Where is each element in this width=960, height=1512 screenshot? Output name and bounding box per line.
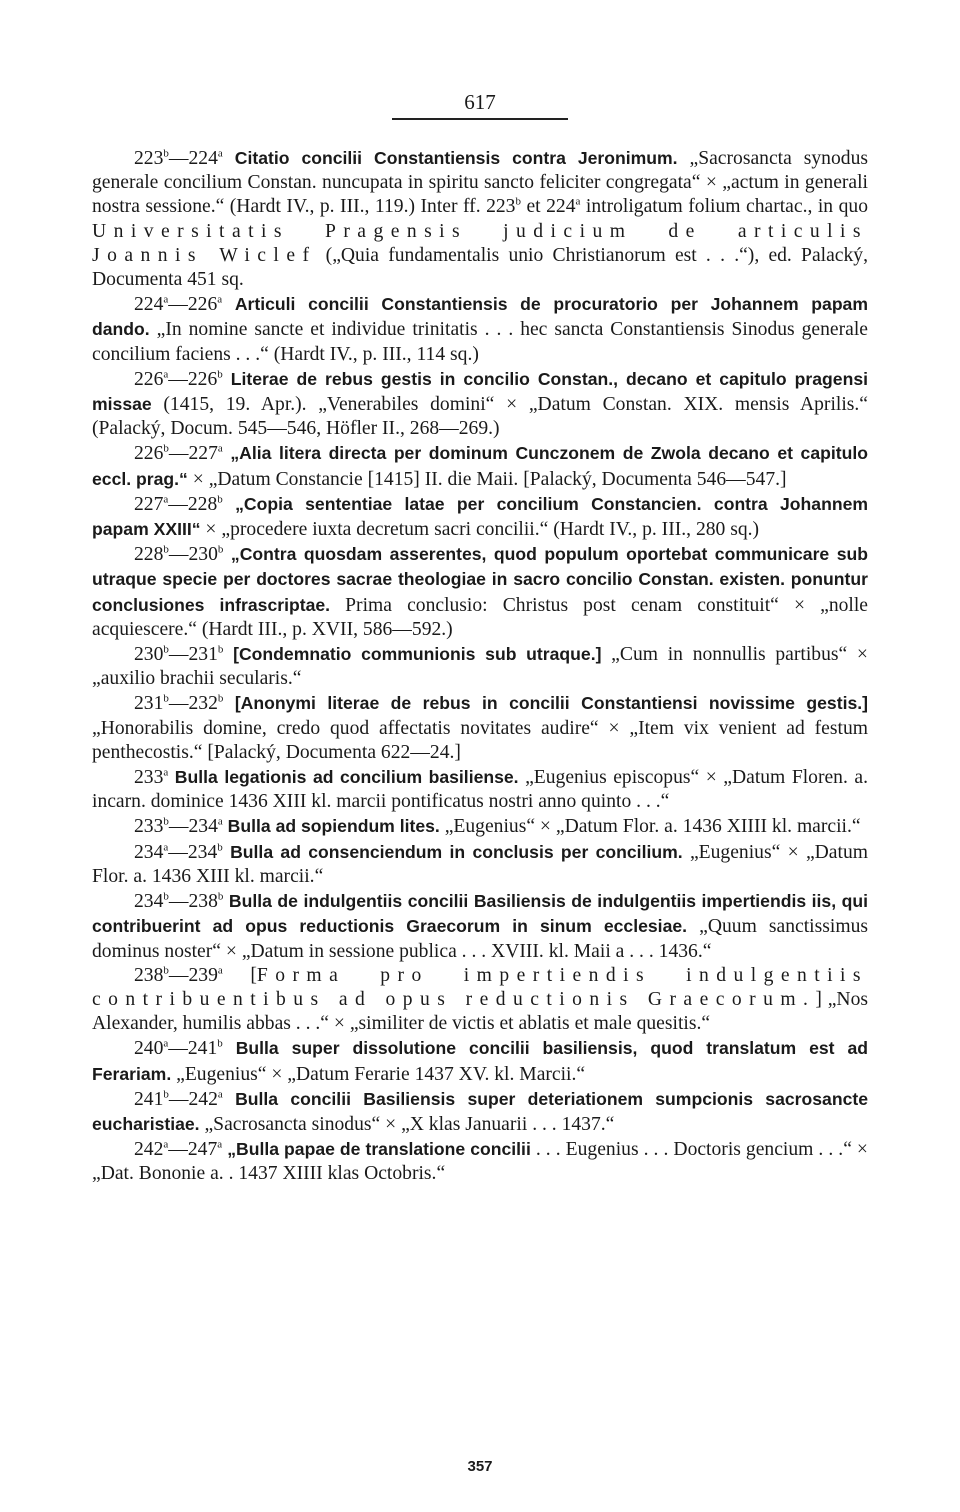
entry-text xyxy=(223,842,230,863)
entry-text xyxy=(223,644,233,665)
entry-text: 230 xyxy=(134,644,164,666)
entry-text: 224 xyxy=(134,294,164,316)
header-rule xyxy=(392,118,568,120)
folio-side-superscript: a xyxy=(163,1138,169,1151)
entry-heading: „Copia sententiae latae per concilium Constancien. contra Johannem papam XXIII“ xyxy=(92,493,869,540)
entry-text: (1415, 19. Apr.). „Venerabiles domini“ × „Datum Constan. XIX. mensis Aprilis.“ (Palacký, Docum. 545—546, Höfler II., 268—269.) xyxy=(92,394,868,440)
entry-text: „Eugenius episcopus“ × „Datum Floren. a. incarn. dominice 1436 XIII kl. marcii pontificatus nostri anno quinto . . .“ xyxy=(92,767,868,813)
entry-heading: Literae de rebus gestis in concilio Constan., decano et capitulo pragensi missae xyxy=(92,368,868,415)
catalogue-entry xyxy=(92,367,868,442)
folio-side-superscript: b xyxy=(217,493,223,506)
folio-side-superscript: b xyxy=(217,692,224,705)
entry-heading: Articuli concilii Constantiensis de procuratorio per Johannem papam dando. xyxy=(92,294,868,340)
entry-text xyxy=(222,294,235,315)
folio-side-superscript: a xyxy=(217,147,223,160)
entry-text: —234 xyxy=(168,841,218,863)
folio-side-superscript: b xyxy=(163,643,169,656)
entry-text: introligatum folium chartac., in quo xyxy=(580,196,868,218)
entry-heading: Bulla legationis ad concilium basiliense. xyxy=(174,767,519,788)
entry-text: [ xyxy=(222,964,257,986)
entry-text: et 224 xyxy=(520,196,576,218)
entry-text: 241 xyxy=(134,1088,164,1110)
catalogue-entry xyxy=(92,964,868,1037)
catalogue-entry xyxy=(92,840,868,889)
entry-heading: Bulla super dissolutione concilii basiliensis, quod translatum est ad Ferariam. xyxy=(92,1038,868,1084)
entry-heading: „Alia litera directa per dominum Cunczonem de Zwola decano et capitulo eccl. prag.“ xyxy=(92,443,868,489)
entry-text xyxy=(223,693,234,714)
entry-text xyxy=(223,544,231,565)
entry-text: „Cum in nonnullis partibus“ × „auxilio brachii secularis.“ xyxy=(92,644,868,690)
entry-text xyxy=(223,1038,236,1059)
folio-side-superscript: b xyxy=(217,1037,223,1050)
entry-text: —231 xyxy=(168,644,218,666)
entry-text: 240 xyxy=(134,1038,164,1060)
folio-side-superscript: b xyxy=(163,1088,169,1101)
folio-side-superscript: a xyxy=(163,293,169,306)
folio-side-superscript: a xyxy=(217,442,223,455)
entry-text: 231 xyxy=(134,693,164,715)
entry-text: . . . Eugenius . . . Doctoris gencium . . .“ × „Dat. Bononie a. . 1437 XIIII klas Octobris.“ xyxy=(92,1139,868,1185)
entry-text: „Honorabilis domine, credo quod affectatis novitates audire“ × „Item vix venient ad festum penthecostis.“ [Palacký, Documenta 622—24.] xyxy=(92,717,868,763)
folio-side-superscript: a xyxy=(217,815,223,828)
entry-text xyxy=(223,494,235,515)
entry-heading: Citatio concilii Constantiensis contra Jeronimum. xyxy=(234,148,678,168)
entry-text: —230 xyxy=(168,544,218,566)
folio-side-superscript: b xyxy=(163,442,169,455)
entry-text: 223 xyxy=(134,148,164,169)
entry-heading: Bulla de indulgentiis concilii Basiliensis de indulgentiis impertiendis iis, qui contribuerint ad opus reductionis Graecorum in sinum ecclesiae. xyxy=(92,891,868,937)
folio-side-superscript: b xyxy=(515,195,521,208)
folio-side-superscript: b xyxy=(163,815,169,828)
entry-heading: Bulla concilii Basiliensis super deteriationem sumpcionis sacrosancte eucharistiae. xyxy=(92,1088,868,1134)
entry-text: 242 xyxy=(134,1139,164,1161)
entry-text: („Quia fundamentalis unio Christianorum est . . .“), ed. Palacký, Documenta 451 sq. xyxy=(92,244,868,291)
folio-side-superscript: b xyxy=(163,147,169,160)
folio-side-superscript: b xyxy=(217,841,223,854)
entry-text: × „Datum Constancie [1415] II. die Maii. [Palacký, Documenta 546—547.] xyxy=(187,468,787,490)
folio-side-superscript: b xyxy=(217,543,224,556)
entry-heading: [Condemnatio communionis sub utraque.] xyxy=(233,644,602,665)
entry-text: 233 xyxy=(134,816,164,838)
entry-text: 226 xyxy=(134,368,164,390)
entry-heading: „Bulla papae de translatione concilii xyxy=(227,1139,531,1160)
folio-side-superscript: b xyxy=(217,368,223,381)
entry-text: „Quum sanctissimus dominus noster“ × „Datum in sessione publica . . . XVIII. kl. Maii a . . . 1436.“ xyxy=(92,916,868,962)
spaced-title: Forma pro impertiendis indulgentiis contribuentibus ad opus reductionis Graecorum. xyxy=(92,964,868,1010)
folio-side-superscript: a xyxy=(217,964,223,977)
entry-text: „In nomine sancte et individue trinitatis . . . hec sancta Constantiensis Sinodus generale concilium faciens . . .“ (Hardt IV., p. III., 114 sq.) xyxy=(92,319,868,365)
entry-text: —239 xyxy=(168,964,218,986)
entry-heading: Bulla ad consenciendum in conclusis per concilium. xyxy=(230,841,683,862)
entry-text xyxy=(223,148,235,169)
entry-text: —228 xyxy=(168,493,218,515)
folio-side-superscript: a xyxy=(163,1037,169,1050)
catalogue-entry xyxy=(92,542,868,642)
catalogue-entry xyxy=(92,889,868,964)
catalogue-entry xyxy=(92,691,868,765)
folio-side-superscript: b xyxy=(163,692,169,705)
folio-side-superscript: b xyxy=(217,643,224,656)
entry-text: 238 xyxy=(134,964,164,986)
entry-text: „Eugenius“ × „Datum Flor. a. 1436 XIIII kl. marcii.“ xyxy=(439,816,861,838)
entry-text: 228 xyxy=(134,544,164,566)
entry-text: —238 xyxy=(168,891,218,913)
entry-text: —224 xyxy=(168,148,218,169)
entry-text: Prima conclusio: Christus post cenam constituit“ × „nolle acquiescere.“ (Hardt III., p. XVII, 586—592.) xyxy=(92,594,868,640)
catalogue-entry xyxy=(92,1087,868,1137)
catalogue-entry xyxy=(92,765,868,814)
folio-side-superscript: a xyxy=(163,841,169,854)
entry-text: „Eugenius“ × „Datum Flor. a. 1436 XIII kl. marcii.“ xyxy=(92,841,868,887)
entry-text: —232 xyxy=(168,693,218,715)
entry-heading: [Anonymi literae de rebus in concilii Constantiensi novissime gestis.] xyxy=(234,693,868,714)
entry-text: —242 xyxy=(168,1088,218,1110)
catalogue-entry xyxy=(92,441,868,491)
folio-side-superscript: a xyxy=(217,293,223,306)
entry-heading: Bulla ad sopiendum lites. xyxy=(227,816,440,837)
folio-side-superscript: a xyxy=(163,766,169,779)
entry-text: „Sacrosancta sinodus“ × „X klas Januarii . . . 1437.“ xyxy=(199,1113,615,1135)
entry-text xyxy=(223,369,231,390)
entry-text: ] „Nos Alexander, humilis abbas . . .“ × „similiter de victis et ablatis et male quesitis.“ xyxy=(92,988,868,1035)
entry-text: —241 xyxy=(168,1038,218,1060)
folio-side-superscript: a xyxy=(163,493,169,506)
entry-text: 234 xyxy=(134,841,164,863)
entry-text xyxy=(223,1089,235,1110)
folio-side-superscript: a xyxy=(217,1088,223,1101)
entry-text: 234 xyxy=(134,891,164,913)
folio-side-superscript: a xyxy=(575,195,581,208)
entry-text: 226 xyxy=(134,443,164,465)
catalogue-entry xyxy=(92,146,868,292)
catalogue-entry xyxy=(92,292,868,367)
entry-text: —227 xyxy=(168,443,218,465)
entry-text: „Eugenius“ × „Datum Ferarie 1437 XV. kl. Marcii.“ xyxy=(171,1063,586,1085)
folio-side-superscript: b xyxy=(163,890,169,903)
folio-side-superscript: b xyxy=(163,543,169,556)
entry-text: 233 xyxy=(134,767,164,789)
catalogue-entry xyxy=(92,814,868,839)
page-number-top: 617 xyxy=(464,90,496,114)
catalogue-entry xyxy=(92,492,868,542)
entry-text: „Sacrosancta synodus generale concilium Constan. nuncupata in spiritu sancto feliciter congregata“ × „actum in generali nostra sessione.“ (Hardt IV., p. III., 119.) Inter ff. 223 xyxy=(92,148,868,218)
page-number-bottom: 357 xyxy=(467,1458,493,1475)
entry-text: —226 xyxy=(168,294,218,316)
folio-side-superscript: a xyxy=(163,368,169,381)
entry-text: —226 xyxy=(168,368,218,390)
entry-text: —247 xyxy=(168,1139,218,1161)
spaced-title: Universitatis Pragensis judicium de articulis Joannis Wiclef xyxy=(92,220,868,266)
folio-side-superscript: b xyxy=(163,964,169,977)
catalogue-entry xyxy=(92,642,868,691)
entry-text: —234 xyxy=(168,816,218,838)
folio-side-superscript: a xyxy=(217,1138,223,1151)
folio-side-superscript: b xyxy=(217,890,224,903)
catalogue-entry xyxy=(92,1036,868,1086)
catalogue-entry xyxy=(92,1137,868,1186)
catalogue-text xyxy=(92,146,868,1187)
entry-text: × „procedere iuxta decretum sacri concilii.“ (Hardt IV., p. III., 280 sq.) xyxy=(200,519,760,541)
entry-text: 227 xyxy=(134,493,164,515)
entry-heading: „Contra quosdam asserentes, quod populum oportebat communicare sub utraque specie per doctores sacrae theologiae in sacro concilio Constan. existen. ponuntur conclusiones infrascriptae. xyxy=(92,544,868,615)
